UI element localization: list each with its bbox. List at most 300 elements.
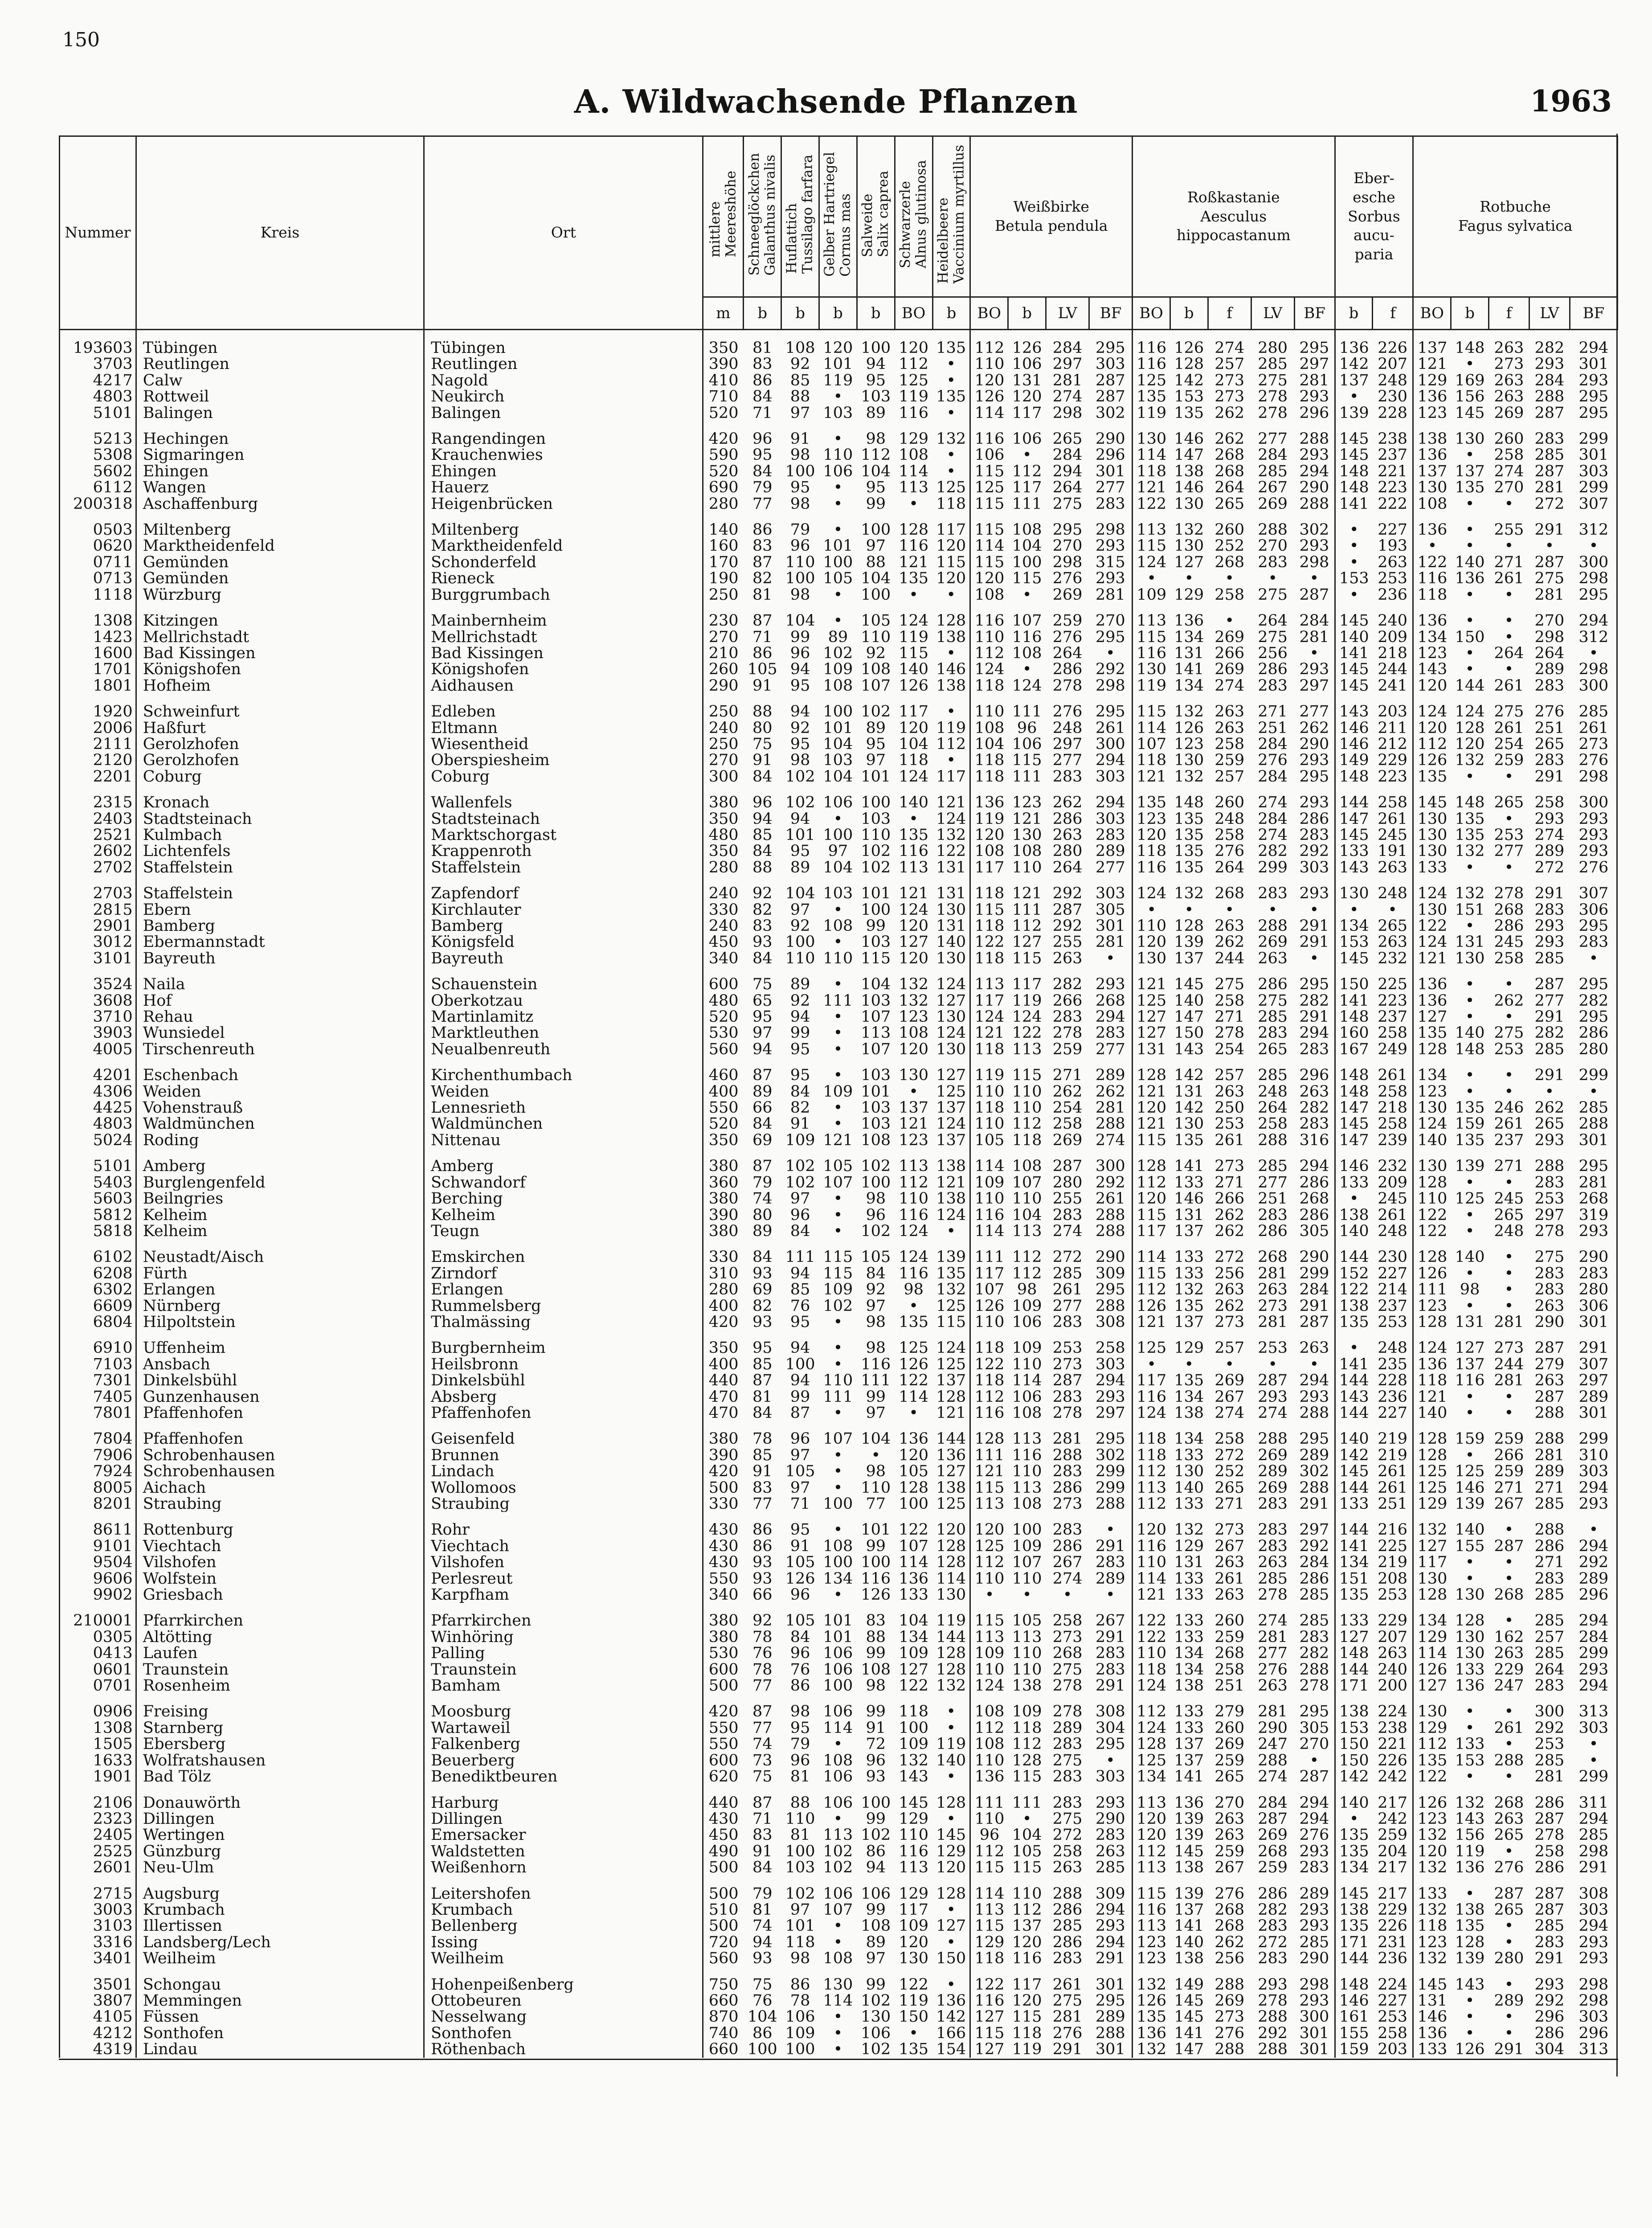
cell-value: 126	[899, 677, 929, 694]
cell-value: 300	[708, 768, 739, 785]
cell-value: 133	[1174, 1174, 1204, 1191]
cell-value: 100	[899, 1720, 929, 1737]
cell-value: 106	[861, 2025, 891, 2042]
cell-value: 268	[1258, 1843, 1288, 1860]
cell-kreis: Rottenburg	[136, 1512, 424, 1538]
cell-value: 129	[899, 430, 929, 447]
cell-value: 330	[708, 1248, 739, 1266]
cell-value: 87	[790, 1405, 810, 1421]
unit-header-cell: f	[1373, 297, 1413, 330]
cell-value: 102	[861, 1223, 891, 1240]
cell-value: 109	[899, 1918, 929, 1934]
cell-value: 138	[932, 629, 970, 645]
cell-value: 84	[752, 1248, 773, 1266]
cell-nummer: 2602	[60, 843, 136, 859]
cell-value: 140	[1417, 1132, 1448, 1149]
cell-ort: Falkenberg	[424, 1736, 703, 1752]
cell-value: 125	[1455, 1463, 1485, 1480]
cell-value: 236	[1373, 587, 1413, 603]
cell-value: 287	[1534, 1339, 1565, 1356]
cell-value: •	[833, 1810, 843, 1827]
cell-value: 231	[1373, 1934, 1413, 1950]
cell-value: 145	[1339, 447, 1369, 463]
cell-value: 288	[1089, 1298, 1133, 1314]
cell-value: 84	[752, 1405, 773, 1421]
cell-ort: Coburg	[424, 769, 703, 785]
cell-value: 113	[1137, 521, 1167, 538]
cell-value: 316	[1294, 1132, 1335, 1148]
cell-value: 263	[1494, 1645, 1524, 1662]
cell-value: 121	[974, 1463, 1005, 1480]
cell-value: 93	[752, 1314, 773, 1331]
cell-value: 296	[1294, 405, 1335, 421]
cell-value: 319	[1578, 1207, 1609, 1223]
table-row	[60, 1223, 1618, 1239]
cell-value: 148	[1339, 768, 1369, 785]
cell-kreis: Memmingen	[136, 1993, 424, 2009]
cell-value: 293	[1258, 1975, 1288, 1993]
cell-value: 530	[708, 1645, 739, 1662]
cell-value: 145	[1339, 827, 1369, 844]
cell-value: 117	[1137, 1372, 1167, 1389]
cell-value: 251	[1534, 720, 1565, 736]
cell-value: 261	[1214, 1132, 1245, 1149]
cell-value: 140	[1174, 1934, 1204, 1951]
cell-nummer: 2405	[60, 1827, 136, 1843]
cell-value: 120	[932, 570, 970, 586]
cell-value: 286	[1052, 1901, 1083, 1918]
cell-value: 600	[708, 975, 739, 993]
cell-value: 265	[1258, 1041, 1288, 1058]
cell-value: 269	[1052, 586, 1083, 603]
cell-value: •	[1022, 661, 1032, 678]
cell-value: 240	[708, 918, 739, 934]
cell-value: •	[1349, 901, 1359, 918]
cell-value: 115	[1012, 1769, 1042, 1785]
cell-value: 124	[932, 1207, 970, 1223]
cell-value: 84	[790, 1629, 810, 1646]
cell-value: 294	[1294, 1785, 1335, 1811]
cell-kreis: Wertingen	[136, 1827, 424, 1843]
cell-value: 101	[823, 356, 853, 373]
cell-value: 122	[974, 934, 1005, 950]
cell-value: 293	[1534, 1975, 1565, 1993]
cell-ort: Berching	[424, 1191, 703, 1207]
cell-value: 143	[1455, 1810, 1485, 1827]
cell-kreis: Schrobenhausen	[136, 1447, 424, 1463]
cell-value: 95	[790, 736, 810, 753]
phenology-table	[59, 135, 1618, 2058]
cell-value: 127	[1339, 1629, 1369, 1646]
cell-value: •	[1504, 2009, 1514, 2025]
cell-value: 153	[1339, 934, 1369, 950]
cell-value: 283	[1294, 1041, 1335, 1057]
cell-nummer: 2315	[60, 785, 136, 811]
cell-value: 140	[932, 1753, 970, 1769]
cell-value: 227	[1373, 1405, 1413, 1421]
cell-value: 96	[790, 1645, 810, 1662]
cell-value: 251	[1258, 720, 1288, 736]
cell-value: 136	[1417, 612, 1448, 629]
cell-value: •	[1225, 570, 1235, 587]
cell-value: 138	[1339, 1207, 1369, 1223]
cell-value: 147	[1174, 2041, 1204, 2058]
cell-value: •	[932, 1720, 970, 1736]
cell-value: 104	[823, 768, 853, 785]
cell-value: 740	[708, 2025, 739, 2042]
cell-value: 138	[1174, 1678, 1204, 1694]
cell-value: 107	[861, 1041, 891, 1058]
cell-value: 277	[1089, 479, 1133, 496]
cell-nummer: 5213	[60, 421, 136, 447]
cell-value: 125	[1137, 1752, 1167, 1769]
cell-value: 148	[1174, 794, 1204, 811]
cell-value: 110	[785, 1810, 815, 1827]
cell-value: •	[1184, 901, 1194, 918]
cell-value: 114	[932, 1571, 970, 1587]
cell-kreis: Ansbach	[136, 1356, 424, 1372]
table-row	[60, 405, 1618, 421]
cell-value: 120	[899, 918, 929, 934]
cell-value: 287	[1294, 1769, 1335, 1785]
cell-value: 269	[1258, 1479, 1288, 1496]
cell-value: 134	[1174, 677, 1204, 694]
cell-value: 261	[1494, 1720, 1524, 1737]
cell-value: 285	[1534, 1752, 1565, 1769]
cell-ort: Karpfham	[424, 1587, 703, 1603]
cell-value: 288	[1534, 1157, 1565, 1175]
cell-value: 272	[1052, 1248, 1083, 1266]
cell-ort: Waldstetten	[424, 1843, 703, 1859]
cell-value: 242	[1373, 1769, 1413, 1785]
cell-value: 113	[1012, 1629, 1042, 1646]
cell-value: 95	[790, 1041, 810, 1058]
cell-value: 141	[1339, 645, 1369, 662]
cell-value: 127	[1174, 554, 1204, 571]
cell-value: 110	[823, 950, 853, 967]
cell-value: 136	[974, 794, 1005, 811]
cell-ort: Mainbernheim	[424, 603, 703, 629]
cell-value: 125	[1455, 1191, 1485, 1207]
cell-value: •	[1504, 1570, 1514, 1587]
cell-value: •	[1225, 612, 1235, 629]
cell-value: 120	[1417, 677, 1448, 694]
cell-nummer: 8201	[60, 1496, 136, 1512]
cell-value: 114	[974, 538, 1005, 554]
cell-value: 100	[785, 934, 815, 950]
cell-value: 125	[1137, 992, 1167, 1009]
cell-value: 116	[1455, 1372, 1485, 1389]
cell-value: 137	[1174, 1752, 1204, 1769]
cell-value: 283	[1294, 1116, 1335, 1132]
cell-value: 116	[861, 1356, 891, 1373]
cell-value: 95	[866, 372, 886, 389]
cell-value: 130	[1417, 1703, 1448, 1720]
cell-value: •	[1022, 1587, 1032, 1603]
cell-value: 244	[1494, 1356, 1524, 1373]
cell-value: 660	[708, 1992, 739, 2009]
cell-kreis: Vilshofen	[136, 1554, 424, 1570]
cell-value: 104	[861, 975, 891, 993]
cell-value: 269	[1258, 934, 1288, 950]
cell-value: 272	[1534, 859, 1565, 876]
cell-value: 261	[1373, 1463, 1413, 1479]
cell-value: 120	[1137, 1827, 1167, 1843]
cell-value: 283	[1052, 1769, 1083, 1785]
cell-value: 240	[1373, 1662, 1413, 1678]
cell-kreis: Kronach	[136, 785, 424, 811]
cell-value: 124	[1137, 1678, 1167, 1694]
cell-value: 249	[1373, 1041, 1413, 1057]
cell-nummer: 1633	[60, 1753, 136, 1769]
cell-value: 219	[1373, 1447, 1413, 1463]
cell-value: 267	[1258, 479, 1288, 496]
cell-value: 93	[752, 1950, 773, 1967]
cell-value: 143	[1174, 1041, 1204, 1058]
cell-value: 127	[899, 934, 929, 950]
cell-value: 289	[1494, 1992, 1524, 2009]
cell-value: •	[1294, 570, 1335, 586]
cell-value: 308	[1578, 1884, 1609, 1902]
cell-value: 124	[1455, 703, 1485, 720]
cell-value: 103	[823, 752, 853, 769]
cell-value: 133	[1174, 1447, 1204, 1464]
cell-value: 113	[974, 1901, 1005, 1918]
cell-value: 265	[1494, 1207, 1524, 1223]
cell-value: 78	[752, 1661, 773, 1678]
cell-value: 253	[1373, 1587, 1413, 1603]
cell-value: 283	[1258, 1025, 1288, 1041]
cell-value: 108	[823, 677, 853, 694]
cell-value: 304	[1534, 2041, 1565, 2058]
cell-value: 134	[1339, 1859, 1369, 1876]
cell-value: 750	[708, 1975, 739, 1993]
cell-value: 500	[708, 1884, 739, 1902]
cell-value: 118	[974, 768, 1005, 785]
cell-value: 115	[1137, 629, 1167, 645]
cell-value: 96	[866, 1752, 886, 1769]
cell-value: 96	[790, 1207, 810, 1223]
cell-value: 298	[1534, 629, 1565, 645]
cell-value: 131	[932, 918, 970, 934]
cell-value: •	[1294, 902, 1335, 918]
cell-value: 94	[790, 661, 810, 678]
cell-value: 73	[752, 1752, 773, 1769]
cell-kreis: Starnberg	[136, 1720, 424, 1736]
cell-value: 111	[974, 1248, 1005, 1266]
header-schwarzerle-label: Schwarzerle Alnus glutinosa	[897, 160, 929, 269]
cell-value: 128	[1417, 1587, 1448, 1603]
cell-value: 110	[1137, 1645, 1167, 1662]
cell-value: 74	[752, 1736, 773, 1753]
cell-value: 295	[1089, 1993, 1133, 2009]
cell-value: •	[1465, 1703, 1475, 1720]
cell-value: 271	[1494, 1157, 1524, 1175]
cell-value: 274	[1214, 677, 1245, 694]
cell-value: 303	[1089, 876, 1133, 901]
cell-nummer: 2120	[60, 752, 136, 768]
cell-value: 130	[1417, 843, 1448, 860]
cell-value: 112	[1137, 1282, 1167, 1298]
cell-value: 298	[1578, 570, 1609, 587]
cell-value: 265	[1494, 1901, 1524, 1918]
cell-value: 108	[861, 1918, 891, 1934]
cell-value: 137	[1174, 1736, 1204, 1753]
cell-value: 127	[932, 1463, 970, 1479]
cell-value: 305	[1294, 1720, 1335, 1736]
cell-value: 276	[1214, 1884, 1245, 1902]
cell-value: 293	[1578, 811, 1609, 827]
cell-ort: Wiesentheid	[424, 736, 703, 752]
cell-value: 112	[1012, 1736, 1042, 1753]
cell-value: 590	[708, 447, 739, 463]
cell-value: •	[1504, 1736, 1514, 1753]
cell-value: 291	[1089, 1678, 1133, 1694]
cell-value: 520	[708, 1009, 739, 1025]
cell-nummer: 210001	[60, 1603, 136, 1629]
cell-value: 400	[708, 1356, 739, 1373]
cell-value: 244	[1214, 950, 1245, 967]
cell-ort: Perlesreut	[424, 1571, 703, 1587]
cell-value: 142	[1339, 356, 1369, 373]
cell-value: 281	[1534, 586, 1565, 603]
cell-value: 268	[1214, 463, 1245, 480]
cell-value: •	[833, 1934, 843, 1951]
cell-nummer: 2901	[60, 918, 136, 934]
cell-value: 117	[1012, 975, 1042, 993]
cell-value: 289	[1089, 2009, 1133, 2025]
cell-value: 133	[1339, 1612, 1369, 1629]
cell-value: 293	[1578, 1934, 1609, 1951]
cell-value: 290	[1294, 1239, 1335, 1265]
cell-value: 138	[1339, 1298, 1369, 1314]
cell-nummer: 3710	[60, 1009, 136, 1025]
cell-value: 257	[1214, 356, 1245, 373]
cell-value: 143	[1339, 703, 1369, 720]
cell-value: •	[1504, 1066, 1514, 1084]
cell-value: 261	[1089, 720, 1133, 736]
cell-value: 274	[1258, 1405, 1288, 1421]
cell-value: 294	[1089, 1372, 1133, 1388]
cell-value: •	[833, 1207, 843, 1223]
cell-value: •	[1504, 538, 1514, 554]
table-row	[60, 512, 1618, 538]
cell-value: 126	[1137, 1992, 1167, 2009]
cell-value: 76	[752, 1992, 773, 2009]
cell-value: 268	[1494, 901, 1524, 918]
cell-value: 240	[1373, 603, 1413, 629]
cell-value: 106	[823, 1661, 853, 1678]
cell-ort: Beuerberg	[424, 1753, 703, 1769]
table-row	[60, 554, 1618, 570]
cell-value: 89	[790, 975, 810, 993]
cell-value: 261	[1494, 570, 1524, 587]
cell-nummer: 6910	[60, 1330, 136, 1356]
cell-value: 285	[1052, 1918, 1083, 1934]
cell-value: 112	[1137, 1174, 1167, 1191]
cell-value: 295	[1089, 1282, 1133, 1298]
cell-value: 105	[823, 1157, 853, 1175]
cell-kreis: Viechtach	[136, 1538, 424, 1554]
cell-value: 288	[1258, 2009, 1288, 2025]
cell-value: 110	[974, 1810, 1005, 1827]
cell-value: •	[833, 1009, 843, 1025]
cell-value: 130	[1174, 1463, 1204, 1480]
cell-value: 92	[866, 1282, 886, 1298]
cell-value: 264	[1258, 612, 1288, 629]
cell-value: 145	[1339, 1884, 1369, 1902]
cell-value: 104	[1012, 1827, 1042, 1843]
cell-value: 126	[1455, 2041, 1485, 2058]
cell-value: 288	[1258, 1430, 1288, 1447]
cell-value: •	[833, 1736, 843, 1753]
cell-value: 126	[1174, 720, 1204, 736]
cell-value: 309	[1089, 1876, 1133, 1902]
cell-value: •	[1504, 1918, 1514, 1934]
cell-value: 230	[708, 612, 739, 629]
cell-value: 294	[1089, 1934, 1133, 1950]
cell-value: 146	[932, 661, 970, 677]
unit-header-cell: f	[1208, 297, 1251, 330]
cell-value: 275	[1258, 372, 1288, 389]
cell-value: 217	[1373, 1859, 1413, 1876]
table-row	[60, 1116, 1618, 1132]
table-row	[60, 1025, 1618, 1041]
cell-value: 292	[1052, 918, 1083, 934]
cell-value: 237	[1494, 1132, 1524, 1149]
cell-value: 146	[1339, 720, 1369, 736]
cell-value: 132	[1174, 703, 1204, 720]
cell-value: 296	[1089, 447, 1133, 463]
cell-kreis: Augsburg	[136, 1876, 424, 1902]
cell-value: 114	[1417, 1645, 1448, 1662]
cell-value: 259	[1494, 1430, 1524, 1447]
cell-nummer: 9902	[60, 1587, 136, 1603]
table-row	[60, 1512, 1618, 1538]
cell-value: 282	[1258, 843, 1288, 860]
cell-value: 270	[1214, 1794, 1245, 1811]
cell-value: 111	[1012, 1794, 1042, 1811]
cell-value: 136	[1417, 1356, 1448, 1373]
cell-value: 133	[1455, 1736, 1485, 1753]
table-row	[60, 463, 1618, 479]
cell-value: 135	[1339, 1918, 1369, 1934]
unit-header-cell: LV	[1251, 297, 1294, 330]
cell-value: 96	[790, 538, 810, 554]
cell-kreis: Calw	[136, 373, 424, 389]
cell-value: 295	[1578, 586, 1609, 603]
cell-value: 82	[752, 901, 773, 918]
cell-value: 145	[932, 1827, 970, 1843]
cell-value: 104	[899, 736, 929, 753]
cell-value: 113	[1137, 1794, 1167, 1811]
cell-value: 108	[823, 1950, 853, 1967]
cell-value: 128	[1417, 1314, 1448, 1331]
cell-value: 258	[1373, 1116, 1413, 1132]
cell-value: 112	[1137, 1496, 1167, 1512]
cell-value: 265	[1494, 794, 1524, 811]
cell-value: 110	[1012, 1570, 1042, 1587]
cell-value: 288	[1494, 1752, 1524, 1769]
cell-value: 283	[1258, 1496, 1288, 1512]
cell-value: 80	[752, 720, 773, 736]
cell-value: 120	[1137, 1100, 1167, 1116]
cell-ort: Aidhausen	[424, 678, 703, 694]
cell-nummer: 4803	[60, 389, 136, 405]
cell-value: 258	[1214, 992, 1245, 1009]
unit-header-cell: b	[1451, 297, 1489, 330]
cell-value: 138	[932, 1191, 970, 1207]
